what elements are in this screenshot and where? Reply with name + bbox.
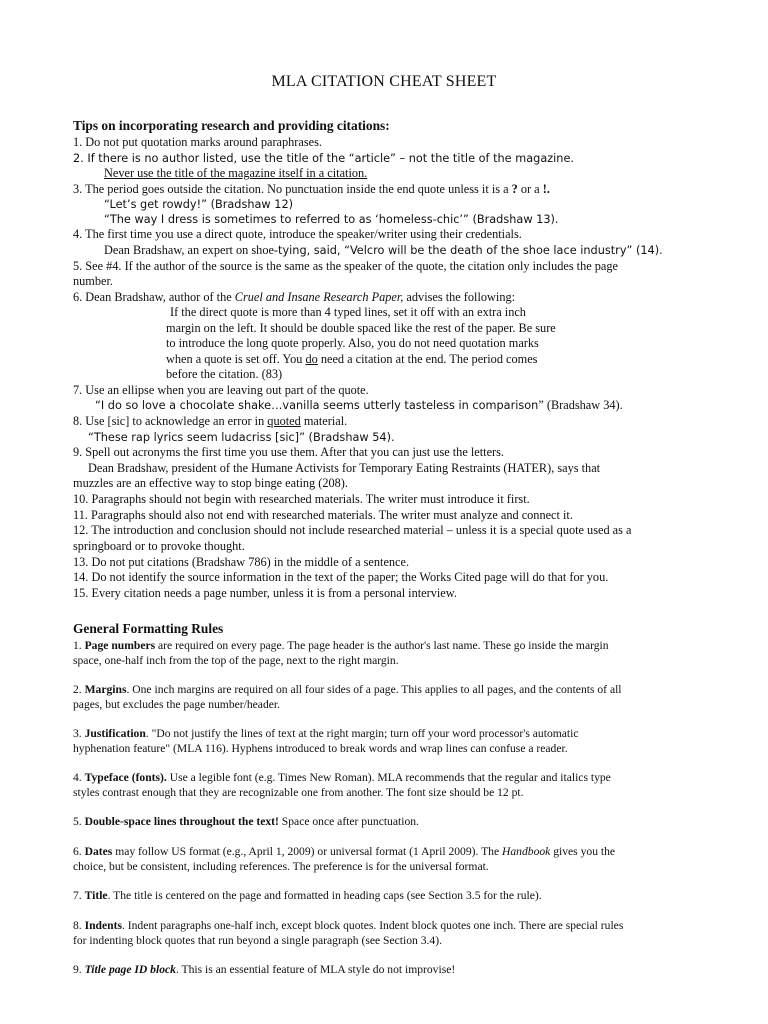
rule-term: Justification [84, 727, 146, 740]
tip-line: 9. Spell out acronyms the first time you use them. After that you can just use the letters. [73, 445, 504, 459]
rule-number: 1. [73, 639, 85, 652]
tip-line [73, 414, 347, 429]
rule-text: Use a legible font (e.g. Times New Roman). MLA recommends that the regular and italics type [166, 771, 611, 784]
tip-text: or a [517, 182, 543, 196]
rule-text: gives you the [550, 845, 616, 858]
rule-text: . "Do not justify the lines of text at the right margin; turn off your word processor's automatic [145, 727, 579, 740]
tip-line: 4. The first time you use a direct quote, introduce the speaker/writer using their credentials. [73, 227, 522, 241]
rule-text: . This is an essential feature of MLA style do not improvise! [175, 963, 456, 976]
tip-line: 10. Paragraphs should not begin with researched materials. The writer must introduce it first. [73, 492, 530, 506]
rule-line [73, 682, 622, 697]
tip-example: “These rap lyrics seem ludacriss [sic]” (Bradshaw 54). [88, 431, 395, 444]
tip-line: 7. Use an ellipse when you are leaving out part of the quote. [73, 383, 369, 397]
tip-line: 1. Do not put quotation marks around paraphrases. [73, 135, 322, 149]
tip-text-italic: Cruel and Insane Research Paper, [234, 290, 404, 304]
rule-number: 7. [73, 889, 85, 902]
rule-term: Title page ID block [84, 963, 176, 976]
rule-number: 4. [73, 771, 85, 784]
rule-line: choice, but be consistent, including references. The preference is for the universal format. [73, 860, 489, 873]
tip-text: 8. Use [sic] to acknowledge an error in [73, 414, 268, 428]
rule-line [73, 814, 419, 829]
block-quote-line [166, 352, 537, 367]
rule-line: pages, but excludes the page number/header. [73, 698, 281, 711]
rule-number: 2. [73, 683, 85, 696]
tip-line: 5. See #4. If the author of the source is the same as the speaker of the quote, the citation only includes the page [73, 259, 618, 273]
tip-text-underlined: quoted [267, 414, 301, 428]
rule-number: 3. [73, 727, 85, 740]
rule-term: Double-space lines throughout the text! [84, 815, 279, 828]
tip-example: “The way I dress is sometimes to referred to as ‘homeless-chic’” (Bradshaw 13). [104, 213, 559, 226]
rule-line: for indenting block quotes that run beyond a single paragraph (see Section 3.4). [73, 934, 442, 947]
tip-text: Dean Bradshaw, an expert on shoe- [104, 243, 279, 257]
tip-example: Dean Bradshaw, president of the Humane Activists for Temporary Eating Restraints (HATER), says that [88, 461, 601, 475]
block-quote-line: to introduce the long quote properly. Also, you do not need quotation marks [166, 336, 539, 350]
rule-text: . The title is centered on the page and formatted in heading caps (see Section 3.5 for the rule). [107, 889, 542, 902]
document-title: MLA CITATION CHEAT SHEET [271, 73, 497, 90]
tip-line: 12. The introduction and conclusion should not include researched material – unless it is a special quote used as a [73, 523, 632, 537]
tip-example: muzzles are an effective way to stop binge eating (208). [73, 476, 348, 490]
block-quote-line: margin on the left. It should be double spaced like the rest of the paper. Be sure [166, 321, 556, 335]
rule-line [73, 918, 623, 933]
tip-text-underlined: do [305, 352, 318, 366]
rule-term: Dates [84, 845, 113, 858]
tip-line [73, 182, 550, 197]
rule-line [73, 726, 579, 741]
tip-line: 2. If there is no author listed, use the title of the “article” – not the title of the magazine. [73, 152, 575, 165]
rule-text: may follow US format (e.g., April 1, 2009) or universal format (1 April 2009). The [112, 845, 503, 858]
tip-text: ” (Bradshaw 34). [538, 398, 623, 412]
block-quote-line: If the direct quote is more than 4 typed lines, set it off with an extra inch [170, 305, 526, 319]
tip-text-bold: !. [542, 182, 550, 196]
rule-text: . One inch margins are required on all four sides of a page. This applies to all pages, and the contents of all [126, 683, 622, 696]
rule-text-italic: Handbook [502, 845, 551, 858]
rule-line [73, 770, 611, 785]
tips-heading: Tips on incorporating research and providing citations: [73, 118, 390, 133]
tip-line: springboard or to provoke thought. [73, 539, 245, 553]
rule-number: 8. [73, 919, 85, 932]
block-quote-line: before the citation. (83) [166, 367, 283, 381]
rule-line [73, 638, 609, 653]
rule-term: Indents [84, 919, 122, 932]
rule-line [73, 962, 455, 977]
rule-line [73, 888, 542, 903]
tip-line: 13. Do not put citations (Bradshaw 786) in the middle of a sentence. [73, 555, 410, 569]
rule-number: 9. [73, 963, 85, 976]
rule-line: space, one-half inch from the top of the page, next to the right margin. [73, 654, 399, 667]
tip-text: tying, said, “Velcro will be the death of the shoe lace industry” (14). [278, 244, 663, 257]
tip-text: advises the following: [403, 290, 516, 304]
tip-text: “I do so love a chocolate shake…vanilla seems utterly tasteless in comparison [95, 399, 539, 412]
rule-text: Space once after punctuation. [278, 815, 419, 828]
tip-text: 3. The period goes outside the citation. No punctuation inside the end quote unless it is a [73, 182, 512, 196]
rule-line: styles contrast enough that they are recognizable one from another. The font size should be 12 pt. [73, 786, 524, 799]
rule-text: are required on every page. The page header is the author's last name. These go inside the margin [155, 639, 609, 652]
tip-text-bold: ? [511, 182, 518, 196]
rule-number: 5. [73, 815, 85, 828]
rule-term: Typeface (fonts). [84, 771, 167, 784]
tip-line: 14. Do not identify the source information in the text of the paper; the Works Cited page will do that for you. [73, 570, 609, 584]
rule-line [73, 844, 615, 859]
tip-example [95, 398, 623, 413]
tip-line: Never use the title of the magazine itself in a citation. [104, 166, 368, 180]
tip-line: number. [73, 274, 113, 288]
rule-term: Margins [84, 683, 127, 696]
rule-number: 6. [73, 845, 85, 858]
tip-line: 11. Paragraphs should also not end with researched materials. The writer must analyze and connect it. [73, 508, 573, 522]
tip-line: 15. Every citation needs a page number, unless it is from a personal interview. [73, 586, 457, 600]
rule-line: hyphenation feature" (MLA 116). Hyphens introduced to break words and wrap lines can confuse a reader. [73, 742, 568, 755]
rules-heading: General Formatting Rules [73, 621, 224, 636]
tip-example [104, 243, 663, 258]
rule-text: . Indent paragraphs one-half inch, except block quotes. Indent block quotes one inch. There are special rules [121, 919, 624, 932]
rule-term: Title [84, 889, 108, 902]
rule-term: Page numbers [84, 639, 156, 652]
tip-text: when a quote is set off. You [166, 352, 306, 366]
tip-text: 6. Dean Bradshaw, author of the [73, 290, 235, 304]
tip-text: need a citation at the end. The period comes [317, 352, 538, 366]
tip-example: “Let’s get rowdy!” (Bradshaw 12) [104, 198, 294, 211]
tip-text: material. [300, 414, 348, 428]
tip-line [73, 290, 515, 305]
